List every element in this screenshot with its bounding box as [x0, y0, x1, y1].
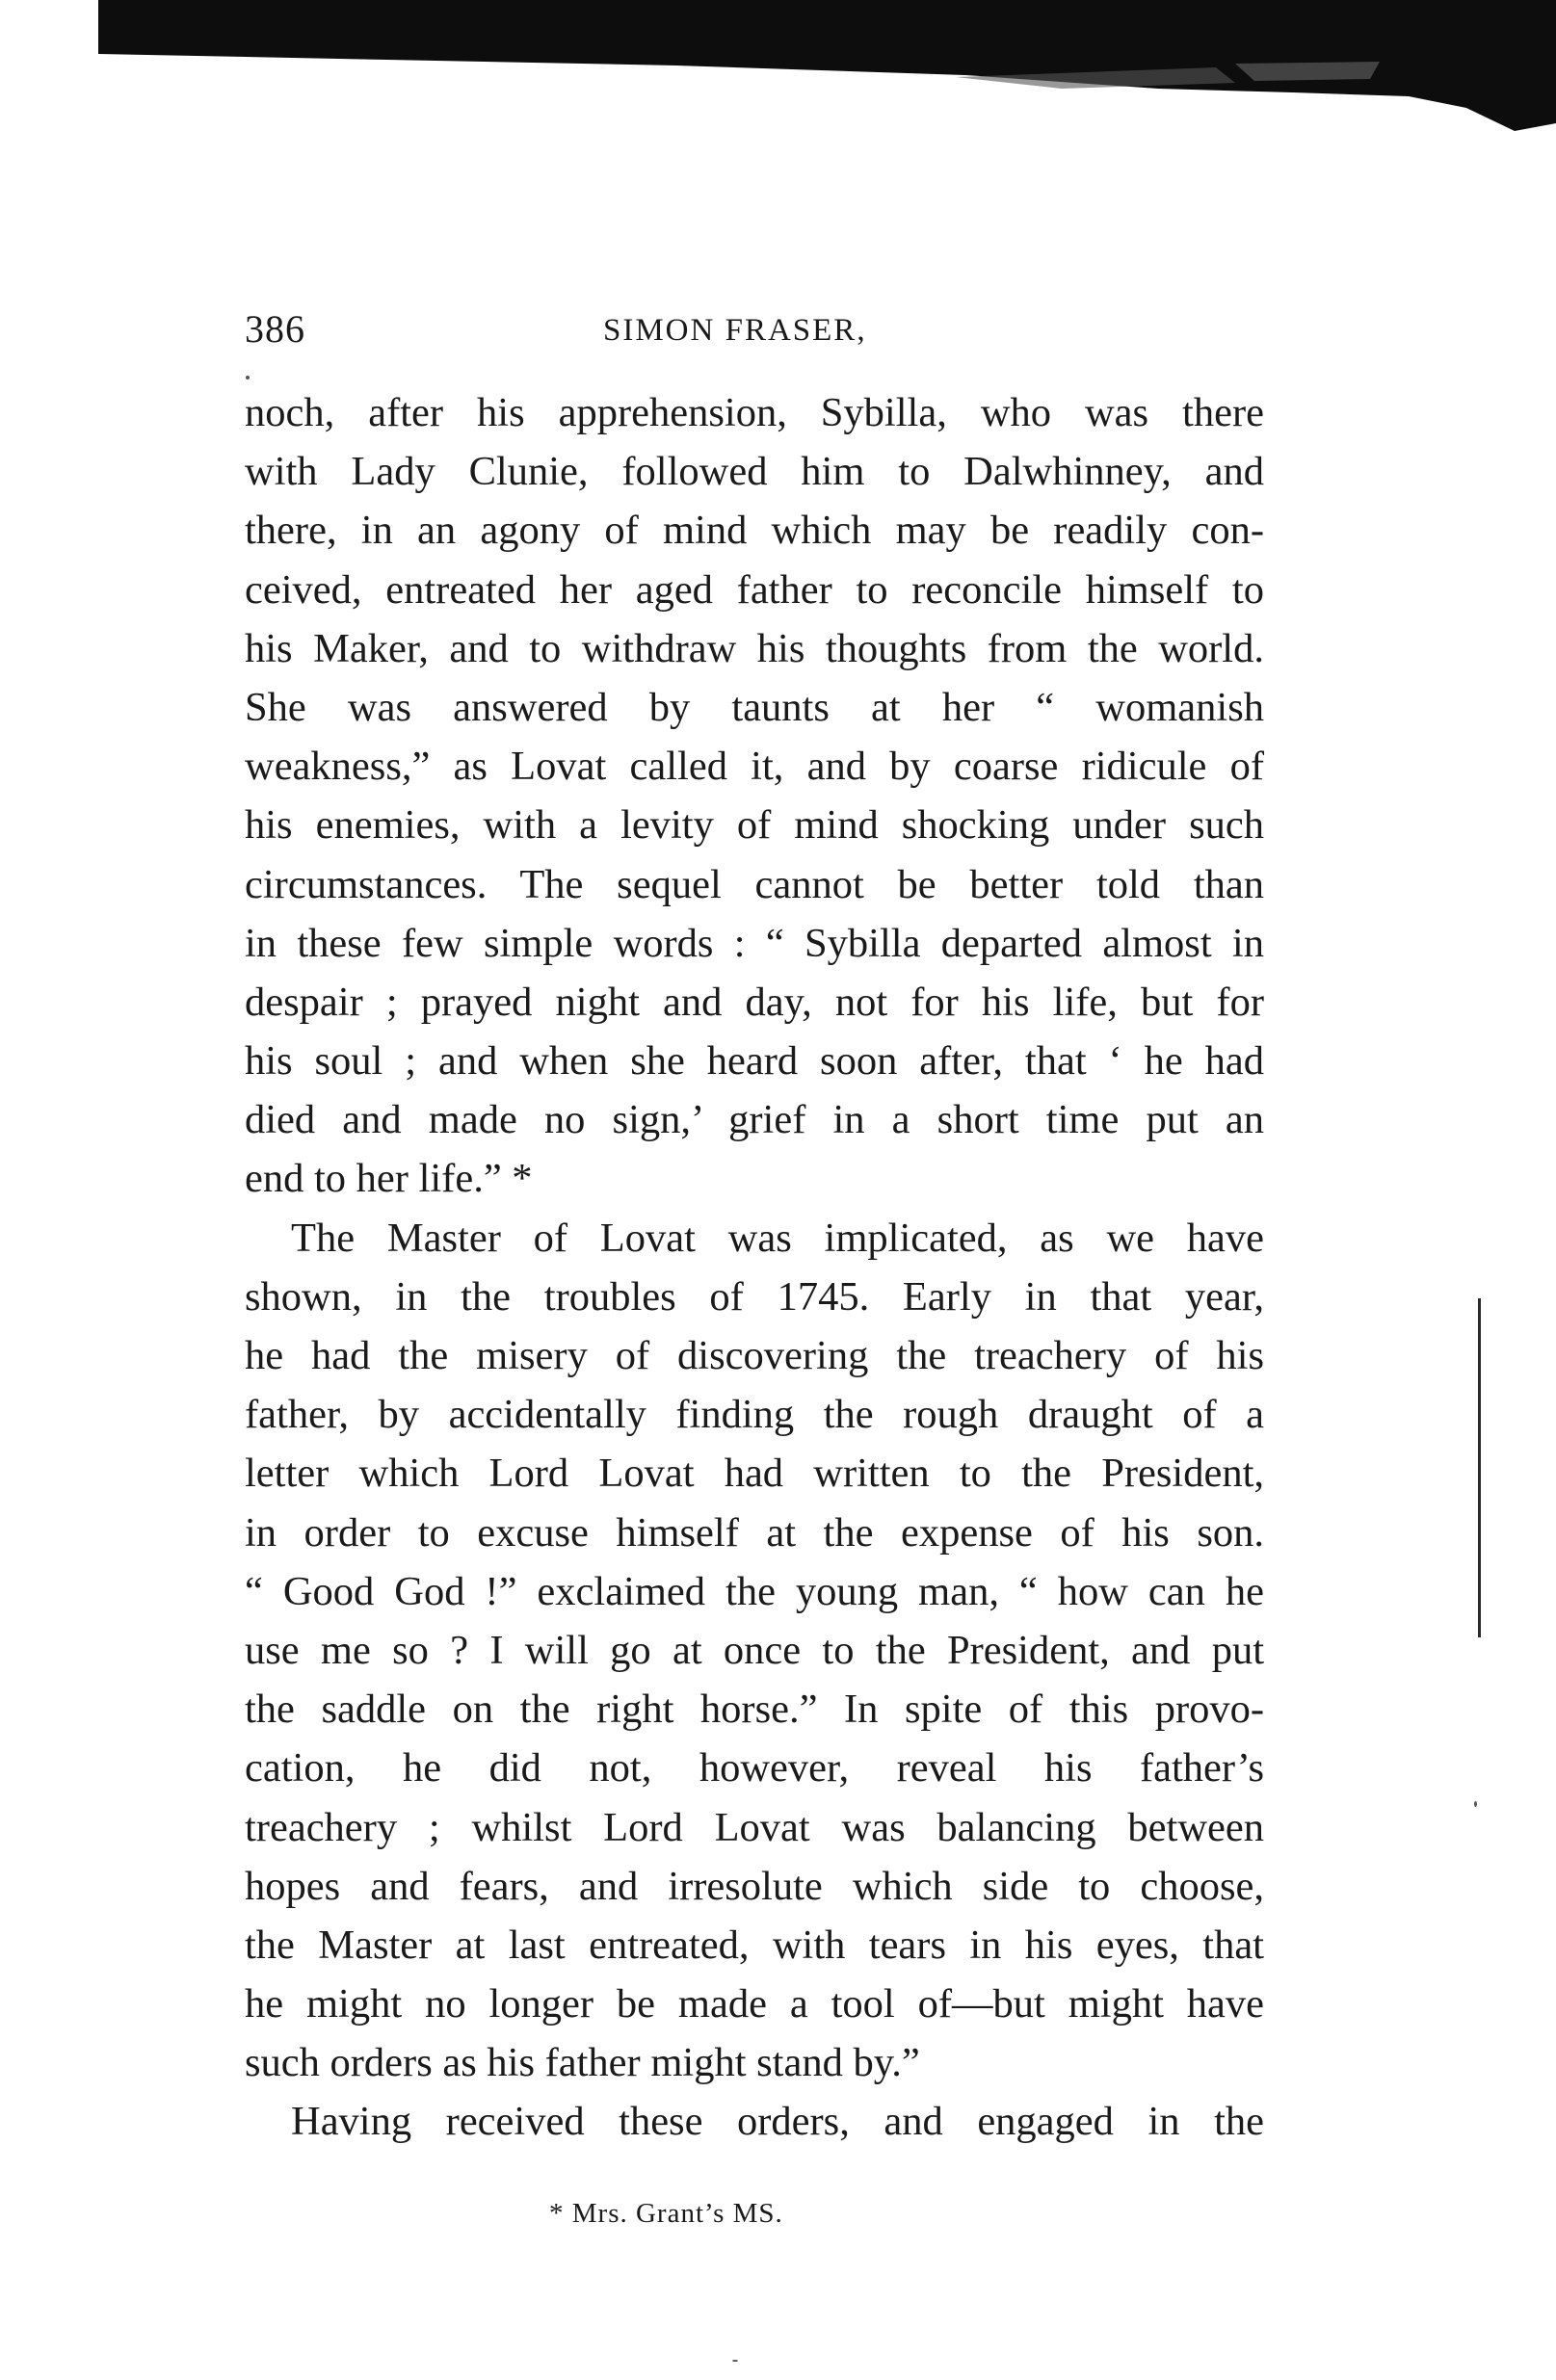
- text-line: She was answered by taunts at her “ womanish: [245, 684, 1264, 730]
- text-line: he had the misery of discovering the treachery of his: [245, 1333, 1264, 1378]
- page-number: 386: [245, 307, 305, 351]
- text-line: in these few simple words : “ Sybilla departed almost in: [245, 920, 1264, 966]
- scan-speck: [1474, 1801, 1477, 1807]
- scan-edge-shadow: [98, 0, 1556, 144]
- text-line: ceived, entreated her aged father to reconcile himself to: [245, 566, 1264, 613]
- text-line: his enemies, with a levity of mind shocking under such: [245, 802, 1264, 849]
- text-line: with Lady Clunie, followed him to Dalwhinney, and: [245, 449, 1264, 495]
- scan-speck: [732, 2360, 738, 2362]
- margin-mark: [1478, 1298, 1481, 1637]
- text-line: in order to excuse himself at the expense of his son.: [245, 1509, 1264, 1556]
- text-line: cation, he did not, however, reveal his father’s: [245, 1745, 1264, 1792]
- text-line: use me so ? I will go at once to the President, and put: [245, 1627, 1264, 1673]
- text-line: treachery ; whilst Lord Lovat was balancing between: [245, 1804, 1264, 1850]
- text-line: weakness,” as Lovat called it, and by coarse ridicule of: [245, 744, 1264, 790]
- text-line: despair ; prayed night and day, not for his life, but for: [245, 979, 1264, 1025]
- text-line: such orders as his father might stand by.”: [245, 2040, 920, 2086]
- text-line: circumstances. The sequel cannot be better told than: [245, 861, 1264, 907]
- text-line: noch, after his apprehension, Sybilla, who was there: [245, 390, 1264, 435]
- scan-speck: [246, 376, 250, 379]
- paragraph-start-line: Having received these orders, and engaged in the: [291, 2099, 1264, 2145]
- text-line: his soul ; and when she heard soon after, that ‘ he had: [245, 1038, 1264, 1085]
- text-line: the Master at last entreated, with tears in his eyes, that: [245, 1922, 1264, 1968]
- text-line: he might no longer be made a tool of—but might have: [245, 1981, 1264, 2027]
- text-line: the saddle on the right horse.” In spite of this provo-: [245, 1687, 1264, 1733]
- text-line: hopes and fears, and irresolute which side to choose,: [245, 1863, 1264, 1909]
- text-line: “ Good God !” exclaimed the young man, “ how can he: [245, 1568, 1264, 1614]
- text-line: died and made no sign,’ grief in a short time put an: [245, 1097, 1264, 1143]
- text-line: his Maker, and to withdraw his thoughts from the world.: [245, 625, 1264, 671]
- text-line: end to her life.” *: [245, 1156, 533, 1202]
- text-line: father, by accidentally finding the rough draught of a: [245, 1392, 1264, 1438]
- footnote: * Mrs. Grant’s MS.: [549, 2198, 783, 2229]
- text-line: there, in an agony of mind which may be readily con-: [245, 508, 1264, 554]
- text-line: letter which Lord Lovat had written to the President,: [245, 1451, 1264, 1497]
- body-text: [245, 383, 1264, 2152]
- paragraph-start-line: The Master of Lovat was implicated, as we have: [291, 1215, 1264, 1261]
- running-title: SIMON FRASER,: [603, 313, 867, 348]
- text-line: shown, in the troubles of 1745. Early in that year,: [245, 1273, 1264, 1320]
